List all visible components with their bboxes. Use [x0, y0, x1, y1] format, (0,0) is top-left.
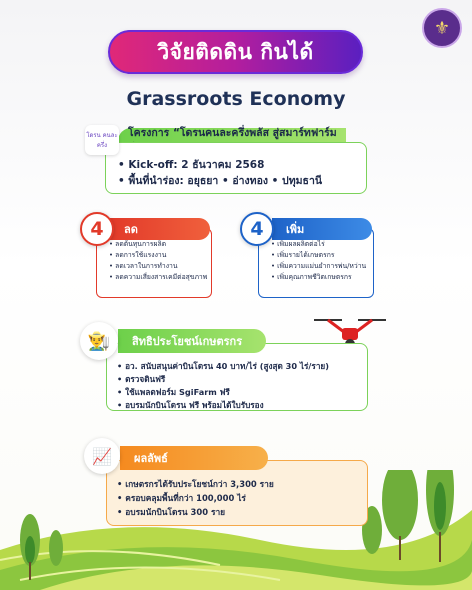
list-item: • พื้นที่นำร่อง: อยุธยา • อ่างทอง • ปทุมธานี [118, 173, 366, 189]
list-item: • ลดต้นทุนการผลิต [109, 239, 211, 250]
list-item: • ลดการใช้แรงงาน [109, 250, 211, 261]
list-item: • ลดเวลาในการทำงาน [109, 261, 211, 272]
university-emblem-icon: ⚜ [422, 8, 462, 48]
list-item: • Kick-off: 2 ธันวาคม 2568 [118, 157, 366, 173]
page-title [108, 30, 363, 74]
subtitle: Grassroots Economy [126, 88, 346, 110]
reduce-heading [110, 218, 210, 240]
list-item: • เกษตรกรได้รับประโยชน์กว่า 3,300 ราย [117, 477, 367, 491]
list-item: • เพิ่มผลผลิตต่อไร่ [271, 239, 373, 250]
project-details [105, 142, 367, 194]
benefits-heading-text: สิทธิประโยชน์เกษตรกร [132, 335, 243, 348]
list-item: • เพิ่มความแม่นยำการพ่น/หว่าน [271, 261, 373, 272]
project-logo [85, 125, 119, 155]
list-item: • เพิ่มรายได้เกษตรกร [271, 250, 373, 261]
list-item: • ลดความเสี่ยงสารเคมีต่อสุขภาพ [109, 272, 211, 283]
list-item: • อบรมนักบินโดรน ฟรี พร้อมได้ใบรับรอง [117, 399, 367, 412]
reduce-number: 4 [80, 212, 114, 246]
list-item: • ตรวจดินฟรี [117, 373, 367, 386]
results-heading [120, 446, 268, 470]
reduce-label: ลด [124, 223, 138, 236]
project-heading-text: โครงการ “โดรนคนละครึ่งพลัส สู่สมาร์ทฟาร์ม [128, 127, 337, 139]
results-heading-text: ผลลัพธ์ [134, 452, 168, 465]
increase-label: เพิ่ม [286, 223, 305, 236]
list-item: • อว. สนับสนุนค่าบินโดรน 40 บาท/ไร่ (สูงสุด 30 ไร่/ราย) [117, 360, 367, 373]
list-item: • อบรมนักบินโดรน 300 ราย [117, 505, 367, 519]
title-text: วิจัยติดดิน กินได้ [157, 39, 314, 64]
list-item: • ครอบคลุมพื้นที่กว่า 100,000 ไร่ [117, 491, 367, 505]
list-item: • เพิ่มคุณภาพชีวิตเกษตรกร [271, 272, 373, 283]
benefits-details [106, 343, 368, 411]
increase-heading [272, 218, 372, 240]
list-item: • ใช้แพลตฟอร์ม SgiFarm ฟรี [117, 386, 367, 399]
project-logo-text: โดรน คนละครึ่ง [86, 132, 118, 149]
benefits-heading [118, 329, 266, 353]
growth-chart-icon: 📈 [84, 438, 120, 474]
increase-number: 4 [240, 212, 274, 246]
farmer-icon: 👨‍🌾 [80, 322, 118, 360]
